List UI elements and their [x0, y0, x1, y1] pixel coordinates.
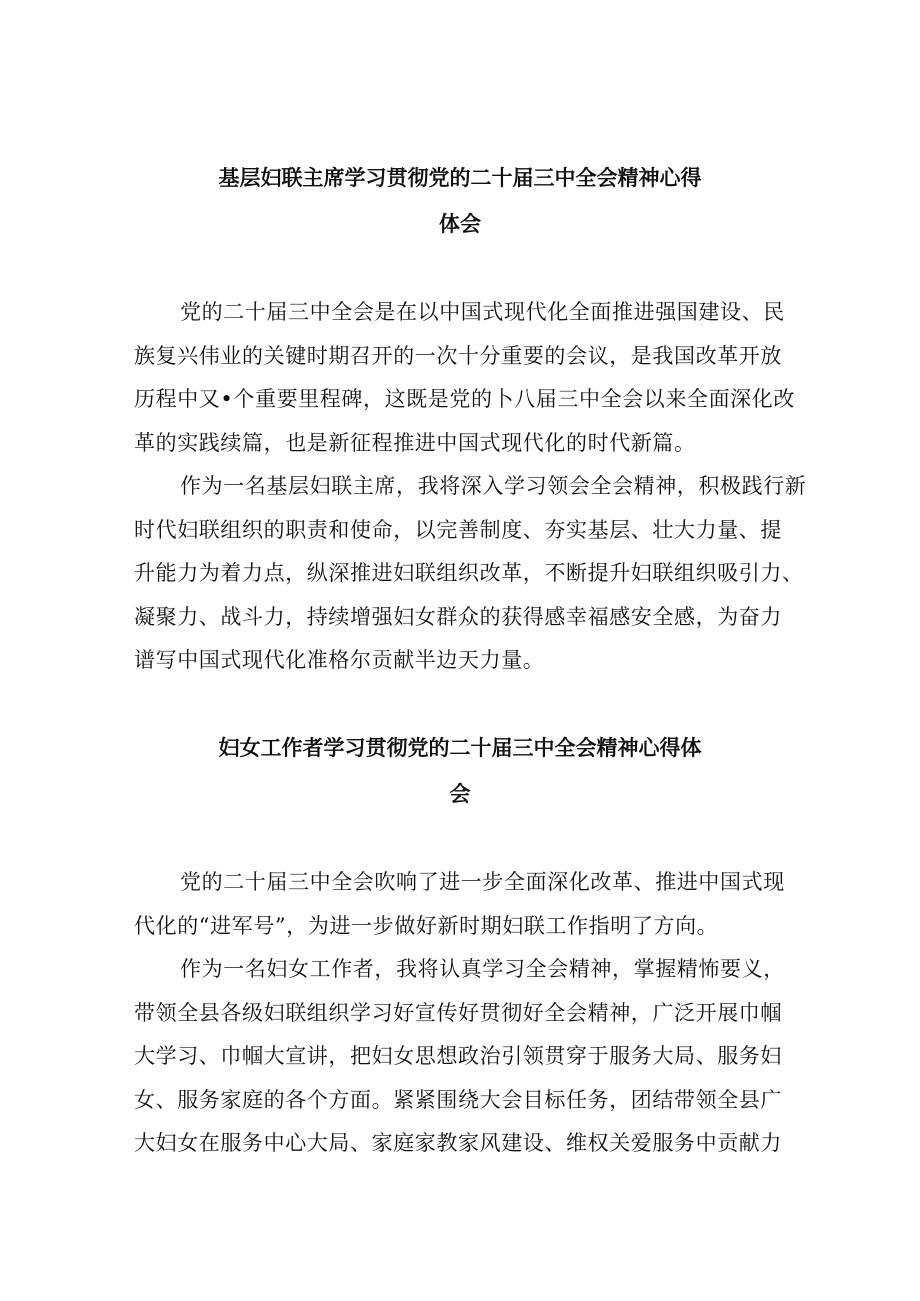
title-line: 妇女工作者学习贯彻党的二十届三中全会精神心得体 — [218, 736, 702, 760]
paragraph-line: 大妇女在服务中心大局、家庭家教家风建设、维权关爱服务中贡献力 — [134, 1131, 782, 1155]
section-2-paragraph-1 — [134, 861, 784, 948]
paragraph-line: 作为一名基层妇联主席，我将深入学习领会全会精神，积极践行新 — [180, 474, 807, 498]
paragraph-line: 族复兴伟业的关键时期召开的一次十分重要的会议，是我国改革开放 — [134, 343, 782, 368]
section-1-paragraph-1 — [134, 291, 795, 465]
paragraph-line: 大学习、巾帼大宣讲，把妇女思想政治引领贯穿于服务大局、服务妇 — [134, 1044, 782, 1068]
section-1-paragraph-2 — [134, 465, 807, 683]
paragraph-line: 党的二十届三中全会吹响了进一步全面深化改革、推进中国式现 — [180, 870, 785, 894]
title-line: 会 — [449, 782, 471, 806]
paragraph-line: 革的实践续篇，也是新征程推进中国式现代化的时代新篇。 — [134, 430, 696, 455]
paragraph-line: 升能力为着力点，纵深推进妇联组织改革，不断提升妇联组织吸引力、 — [134, 561, 804, 585]
paragraph-line: 党的二十届三中全会是在以中国式现代化全面推进强国建设、民 — [180, 300, 785, 324]
paragraph-line: 历程中又•个重要里程碑，这既是党的卜八届三中全会以来全面深化改 — [134, 387, 795, 411]
paragraph-line: 带领全县各级妇联组织学习好宣传好贯彻好全会精神，广泛开展巾帼 — [134, 1000, 782, 1025]
paragraph-line: 谱写中国式现代化准格尔贡献半边天力量。 — [134, 648, 545, 672]
section-1-title — [130, 155, 790, 247]
title-line: 体会 — [439, 212, 481, 236]
section-2-title — [130, 725, 790, 817]
title-line: 基层妇联主席学习贯彻党的二十届三中全会精神心得 — [218, 166, 702, 190]
paragraph-line: 作为一名妇女工作者，我将认真学习全会精神，掌握精怖要义， — [180, 957, 785, 981]
paragraph-line: 时代妇联组织的职责和使命，以完善制度、夯实基层、壮大力量、提 — [134, 517, 782, 542]
section-2-paragraph-2 — [134, 948, 784, 1166]
paragraph-line: 凝聚力、战斗力，持续增强妇女群众的获得感幸福感安全感，为奋力 — [134, 604, 782, 629]
paragraph-line: 代化的“进军号”，为进一步做好新时期妇联工作指明了方向。 — [134, 913, 719, 938]
paragraph-line: 女、服务家庭的各个方面。紧紧围绕大会目标任务，团结带领全县广 — [134, 1087, 782, 1112]
